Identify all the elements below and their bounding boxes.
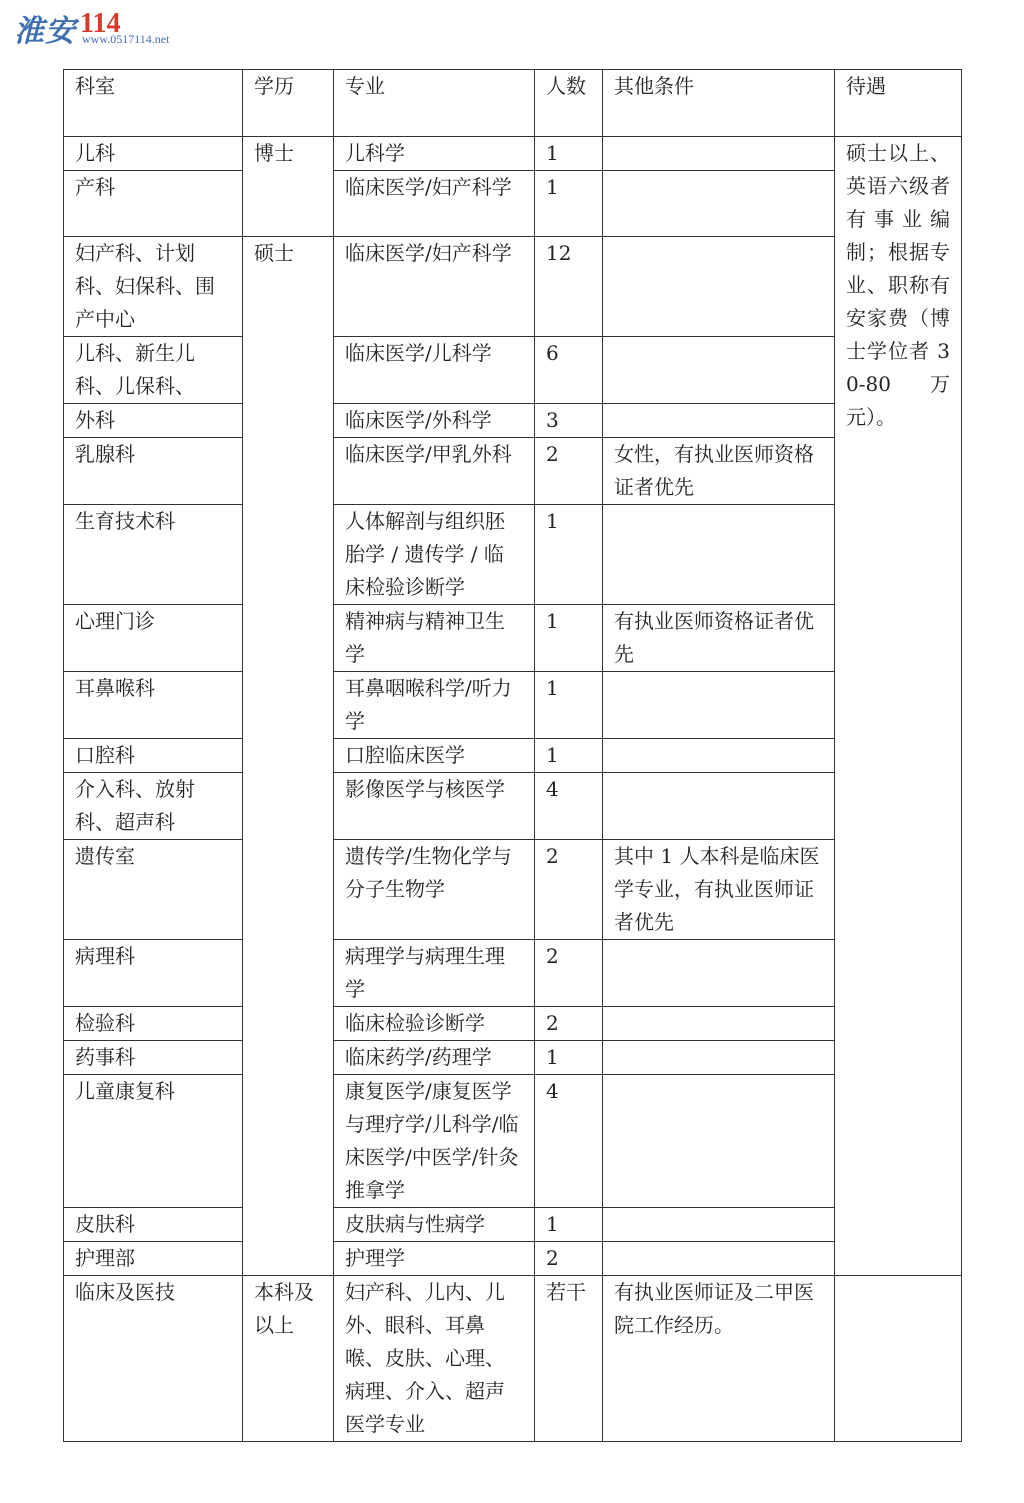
- cell-condition: [603, 1208, 835, 1242]
- cell-degree: 本科及以上: [243, 1276, 334, 1442]
- cell-major: 口腔临床医学: [334, 739, 535, 773]
- cell-major: 皮肤病与性病学: [334, 1208, 535, 1242]
- cell-count: 若干: [535, 1276, 603, 1442]
- cell-condition: [603, 940, 835, 1007]
- watermark-number: 114: [80, 8, 121, 39]
- cell-count: 1: [535, 672, 603, 739]
- table-row: [64, 171, 962, 237]
- recruitment-table: [63, 69, 962, 1442]
- cell-major: 临床医学/甲乳外科: [334, 438, 535, 505]
- cell-condition: [603, 404, 835, 438]
- cell-department: 护理部: [64, 1242, 243, 1276]
- cell-department: 儿童康复科: [64, 1075, 243, 1208]
- watermark-url: www.0517114.net: [82, 32, 170, 46]
- cell-condition: 女性，有执业医师资格证者优先: [603, 438, 835, 505]
- cell-department: 产科: [64, 171, 243, 237]
- cell-count: 2: [535, 1007, 603, 1041]
- table-row: [64, 840, 962, 940]
- table-row: [64, 237, 962, 337]
- table-row: [64, 773, 962, 840]
- cell-major: 病理学与病理生理学: [334, 940, 535, 1007]
- header-benefits: 待遇: [835, 70, 962, 137]
- cell-condition: [603, 1242, 835, 1276]
- table-header-row: [64, 70, 962, 137]
- cell-count: 1: [535, 505, 603, 605]
- cell-major: 临床药学/药理学: [334, 1041, 535, 1075]
- cell-count: 3: [535, 404, 603, 438]
- table-row: [64, 1075, 962, 1208]
- header-count: 人数: [535, 70, 603, 137]
- cell-condition: [603, 1007, 835, 1041]
- cell-count: 12: [535, 237, 603, 337]
- cell-count: 4: [535, 1075, 603, 1208]
- cell-department: 外科: [64, 404, 243, 438]
- cell-department: 儿科、新生儿科、儿保科、: [64, 337, 243, 404]
- cell-count: 1: [535, 171, 603, 237]
- watermark-logo-text: 淮安: [14, 14, 76, 49]
- table-row: [64, 1276, 962, 1442]
- cell-department: 耳鼻喉科: [64, 672, 243, 739]
- cell-major: 护理学: [334, 1242, 535, 1276]
- cell-count: 2: [535, 840, 603, 940]
- table-row: [64, 672, 962, 739]
- cell-count: 4: [535, 773, 603, 840]
- cell-department: 口腔科: [64, 739, 243, 773]
- cell-department: 检验科: [64, 1007, 243, 1041]
- cell-count: 1: [535, 1208, 603, 1242]
- cell-condition: [603, 505, 835, 605]
- cell-department: 药事科: [64, 1041, 243, 1075]
- cell-degree: 硕士: [243, 237, 334, 1276]
- cell-count: 2: [535, 1242, 603, 1276]
- cell-condition: 有执业医师证及二甲医院工作经历。: [603, 1276, 835, 1442]
- cell-count: 1: [535, 1041, 603, 1075]
- cell-major: 精神病与精神卫生学: [334, 605, 535, 672]
- cell-condition: [603, 237, 835, 337]
- cell-department: 妇产科、计划科、妇保科、围产中心: [64, 237, 243, 337]
- header-other-conditions: 其他条件: [603, 70, 835, 137]
- cell-condition: [603, 171, 835, 237]
- cell-department: 心理门诊: [64, 605, 243, 672]
- cell-department: 乳腺科: [64, 438, 243, 505]
- header-department: 科室: [64, 70, 243, 137]
- cell-benefits-empty: [835, 1276, 962, 1442]
- cell-major: 妇产科、儿内、儿外、眼科、耳鼻喉、皮肤、心理、病理、介入、超声医学专业: [334, 1276, 535, 1442]
- cell-condition: [603, 1075, 835, 1208]
- cell-department: 遗传室: [64, 840, 243, 940]
- cell-condition: [603, 773, 835, 840]
- cell-department: 儿科: [64, 137, 243, 171]
- cell-department: 介入科、放射科、超声科: [64, 773, 243, 840]
- cell-department: 病理科: [64, 940, 243, 1007]
- cell-count: 1: [535, 605, 603, 672]
- cell-major: 人体解剖与组织胚胎学 / 遗传学 / 临床检验诊断学: [334, 505, 535, 605]
- cell-count: 2: [535, 940, 603, 1007]
- cell-major: 儿科学: [334, 137, 535, 171]
- cell-condition: [603, 672, 835, 739]
- header-major: 专业: [334, 70, 535, 137]
- table-row: [64, 1208, 962, 1242]
- cell-major: 耳鼻咽喉科学/听力学: [334, 672, 535, 739]
- table-row: [64, 404, 962, 438]
- table-row: [64, 1242, 962, 1276]
- table-row: [64, 438, 962, 505]
- table-row: [64, 1041, 962, 1075]
- cell-condition: [603, 1041, 835, 1075]
- cell-major: 遗传学/生物化学与分子生物学: [334, 840, 535, 940]
- cell-benefits: 硕士以上、英语六级者有事业编制；根据专业、职称有安家费（博士学位者 30-80 万元）。: [835, 137, 962, 1276]
- table-row: [64, 940, 962, 1007]
- cell-condition: [603, 739, 835, 773]
- cell-major: 临床医学/妇产科学: [334, 237, 535, 337]
- table-row: [64, 1007, 962, 1041]
- cell-department: 皮肤科: [64, 1208, 243, 1242]
- cell-condition: 其中 1 人本科是临床医学专业，有执业医师证者优先: [603, 840, 835, 940]
- cell-major: 临床检验诊断学: [334, 1007, 535, 1041]
- table-row: [64, 739, 962, 773]
- cell-condition: [603, 337, 835, 404]
- cell-degree: 博士: [243, 137, 334, 237]
- cell-count: 2: [535, 438, 603, 505]
- table-row: [64, 337, 962, 404]
- cell-department: 生育技术科: [64, 505, 243, 605]
- table-row: [64, 505, 962, 605]
- cell-condition: [603, 137, 835, 171]
- cell-major: 临床医学/儿科学: [334, 337, 535, 404]
- cell-major: 影像医学与核医学: [334, 773, 535, 840]
- table-row: [64, 137, 962, 171]
- cell-major: 康复医学/康复医学与理疗学/儿科学/临床医学/中医学/针灸推拿学: [334, 1075, 535, 1208]
- cell-major: 临床医学/外科学: [334, 404, 535, 438]
- cell-major: 临床医学/妇产科学: [334, 171, 535, 237]
- table-row: [64, 605, 962, 672]
- cell-count: 1: [535, 137, 603, 171]
- header-degree: 学历: [243, 70, 334, 137]
- cell-department: 临床及医技: [64, 1276, 243, 1442]
- cell-condition: 有执业医师资格证者优先: [603, 605, 835, 672]
- cell-count: 6: [535, 337, 603, 404]
- cell-count: 1: [535, 739, 603, 773]
